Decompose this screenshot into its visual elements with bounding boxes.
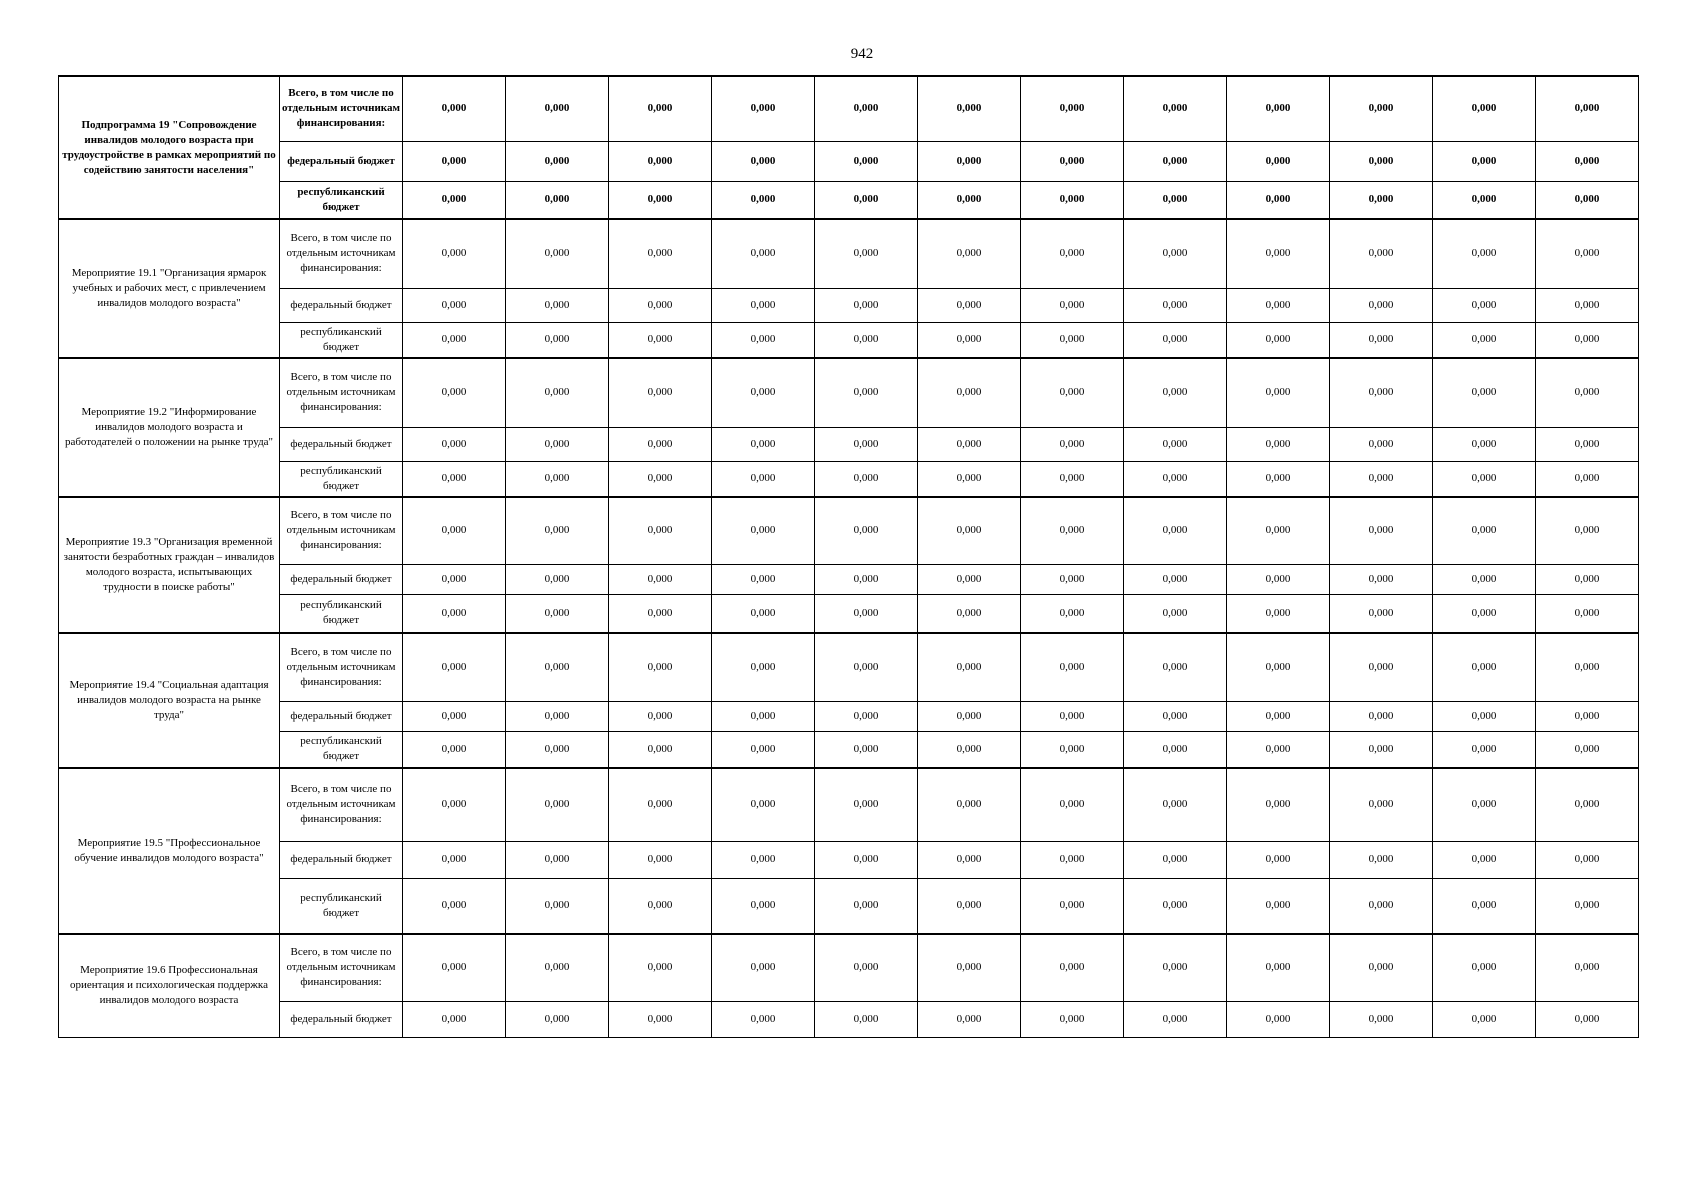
- amount-cell: 0,000: [1124, 181, 1227, 219]
- amount-cell: 0,000: [918, 461, 1021, 497]
- amount-cell: 0,000: [1536, 768, 1639, 841]
- amount-cell: 0,000: [609, 181, 712, 219]
- amount-cell: 0,000: [1227, 594, 1330, 633]
- amount-cell: 0,000: [609, 564, 712, 594]
- amount-cell: 0,000: [1330, 181, 1433, 219]
- amount-cell: 0,000: [609, 878, 712, 934]
- amount-cell: 0,000: [403, 594, 506, 633]
- amount-cell: 0,000: [1021, 497, 1124, 564]
- amount-cell: 0,000: [506, 768, 609, 841]
- amount-cell: 0,000: [609, 594, 712, 633]
- amount-cell: 0,000: [918, 427, 1021, 461]
- amount-cell: 0,000: [1124, 427, 1227, 461]
- amount-cell: 0,000: [1227, 731, 1330, 768]
- amount-cell: 0,000: [1433, 701, 1536, 731]
- table-row: [59, 564, 1639, 594]
- amount-cell: 0,000: [1330, 141, 1433, 181]
- amount-cell: 0,000: [1227, 564, 1330, 594]
- amount-cell: 0,000: [918, 701, 1021, 731]
- amount-cell: 0,000: [918, 322, 1021, 358]
- amount-cell: 0,000: [403, 768, 506, 841]
- amount-cell: 0,000: [815, 701, 918, 731]
- amount-cell: 0,000: [1227, 841, 1330, 878]
- amount-cell: 0,000: [815, 76, 918, 141]
- table-row: [59, 358, 1639, 427]
- amount-cell: 0,000: [1330, 878, 1433, 934]
- funding-source-label: Всего, в том числе по отдельным источникам финансирования:: [280, 358, 403, 427]
- amount-cell: 0,000: [1021, 181, 1124, 219]
- amount-cell: 0,000: [1536, 701, 1639, 731]
- amount-cell: 0,000: [1227, 288, 1330, 322]
- amount-cell: 0,000: [1124, 76, 1227, 141]
- amount-cell: 0,000: [815, 461, 918, 497]
- amount-cell: 0,000: [815, 358, 918, 427]
- amount-cell: 0,000: [1124, 934, 1227, 1001]
- amount-cell: 0,000: [712, 461, 815, 497]
- amount-cell: 0,000: [403, 219, 506, 288]
- amount-cell: 0,000: [506, 633, 609, 701]
- amount-cell: 0,000: [1330, 322, 1433, 358]
- amount-cell: 0,000: [1536, 181, 1639, 219]
- amount-cell: 0,000: [1330, 768, 1433, 841]
- amount-cell: 0,000: [712, 701, 815, 731]
- amount-cell: 0,000: [1021, 288, 1124, 322]
- amount-cell: 0,000: [1536, 358, 1639, 427]
- amount-cell: 0,000: [1227, 1001, 1330, 1037]
- amount-cell: 0,000: [815, 219, 918, 288]
- amount-cell: 0,000: [918, 358, 1021, 427]
- amount-cell: 0,000: [403, 497, 506, 564]
- amount-cell: 0,000: [815, 181, 918, 219]
- funding-source-label: федеральный бюджет: [280, 1001, 403, 1037]
- table-group: [59, 768, 1639, 934]
- amount-cell: 0,000: [1536, 594, 1639, 633]
- amount-cell: 0,000: [1330, 461, 1433, 497]
- amount-cell: 0,000: [1124, 768, 1227, 841]
- amount-cell: 0,000: [403, 701, 506, 731]
- amount-cell: 0,000: [712, 322, 815, 358]
- amount-cell: 0,000: [403, 76, 506, 141]
- amount-cell: 0,000: [1330, 934, 1433, 1001]
- amount-cell: 0,000: [712, 358, 815, 427]
- amount-cell: 0,000: [403, 633, 506, 701]
- amount-cell: 0,000: [1124, 701, 1227, 731]
- amount-cell: 0,000: [815, 427, 918, 461]
- amount-cell: 0,000: [918, 934, 1021, 1001]
- amount-cell: 0,000: [609, 701, 712, 731]
- amount-cell: 0,000: [403, 878, 506, 934]
- amount-cell: 0,000: [1433, 934, 1536, 1001]
- amount-cell: 0,000: [506, 497, 609, 564]
- amount-cell: 0,000: [1536, 934, 1639, 1001]
- amount-cell: 0,000: [403, 427, 506, 461]
- amount-cell: 0,000: [609, 934, 712, 1001]
- amount-cell: 0,000: [1021, 768, 1124, 841]
- amount-cell: 0,000: [1021, 594, 1124, 633]
- table-row: [59, 497, 1639, 564]
- funding-source-label: федеральный бюджет: [280, 288, 403, 322]
- amount-cell: 0,000: [1124, 358, 1227, 427]
- amount-cell: 0,000: [1433, 322, 1536, 358]
- amount-cell: 0,000: [815, 564, 918, 594]
- amount-cell: 0,000: [1124, 1001, 1227, 1037]
- amount-cell: 0,000: [403, 841, 506, 878]
- amount-cell: 0,000: [1330, 564, 1433, 594]
- amount-cell: 0,000: [403, 1001, 506, 1037]
- amount-cell: 0,000: [1227, 878, 1330, 934]
- amount-cell: 0,000: [1536, 564, 1639, 594]
- amount-cell: 0,000: [403, 934, 506, 1001]
- amount-cell: 0,000: [1124, 841, 1227, 878]
- amount-cell: 0,000: [1433, 1001, 1536, 1037]
- amount-cell: 0,000: [1021, 141, 1124, 181]
- table-group: [59, 219, 1639, 358]
- funding-source-label: республиканский бюджет: [280, 181, 403, 219]
- measure-title: Мероприятие 19.6 Профессиональная ориентация и психологическая поддержка инвалидов молодого возраста: [59, 934, 280, 1037]
- amount-cell: 0,000: [1433, 564, 1536, 594]
- amount-cell: 0,000: [1433, 594, 1536, 633]
- measure-title: Мероприятие 19.1 "Организация ярмарок учебных и рабочих мест, с привлечением инвалидов молодого возраста": [59, 219, 280, 358]
- amount-cell: 0,000: [506, 841, 609, 878]
- amount-cell: 0,000: [1433, 219, 1536, 288]
- measure-title: Мероприятие 19.5 "Профессиональное обучение инвалидов молодого возраста": [59, 768, 280, 934]
- amount-cell: 0,000: [506, 288, 609, 322]
- funding-source-label: Всего, в том числе по отдельным источникам финансирования:: [280, 497, 403, 564]
- amount-cell: 0,000: [609, 841, 712, 878]
- amount-cell: 0,000: [1124, 322, 1227, 358]
- amount-cell: 0,000: [815, 288, 918, 322]
- funding-source-label: республиканский бюджет: [280, 731, 403, 768]
- amount-cell: 0,000: [918, 141, 1021, 181]
- table-row: [59, 141, 1639, 181]
- amount-cell: 0,000: [1124, 219, 1227, 288]
- amount-cell: 0,000: [1433, 768, 1536, 841]
- table-group: [59, 358, 1639, 497]
- amount-cell: 0,000: [403, 731, 506, 768]
- table-group: [59, 76, 1639, 219]
- amount-cell: 0,000: [1227, 76, 1330, 141]
- amount-cell: 0,000: [815, 878, 918, 934]
- table-row: [59, 633, 1639, 701]
- amount-cell: 0,000: [815, 731, 918, 768]
- subprogram-title: Подпрограмма 19 "Сопровождение инвалидов молодого возраста при трудоустройстве в рамках мероприятий по содействию занятости населения": [59, 76, 280, 219]
- amount-cell: 0,000: [1021, 358, 1124, 427]
- amount-cell: 0,000: [1330, 219, 1433, 288]
- table-row: [59, 594, 1639, 633]
- amount-cell: 0,000: [609, 358, 712, 427]
- amount-cell: 0,000: [609, 461, 712, 497]
- amount-cell: 0,000: [1227, 219, 1330, 288]
- amount-cell: 0,000: [1536, 219, 1639, 288]
- amount-cell: 0,000: [918, 564, 1021, 594]
- table-row: [59, 322, 1639, 358]
- amount-cell: 0,000: [1227, 497, 1330, 564]
- amount-cell: 0,000: [1330, 427, 1433, 461]
- table-row: [59, 731, 1639, 768]
- amount-cell: 0,000: [1021, 322, 1124, 358]
- amount-cell: 0,000: [918, 76, 1021, 141]
- funding-source-label: республиканский бюджет: [280, 878, 403, 934]
- amount-cell: 0,000: [506, 878, 609, 934]
- amount-cell: 0,000: [1330, 288, 1433, 322]
- amount-cell: 0,000: [712, 841, 815, 878]
- amount-cell: 0,000: [506, 1001, 609, 1037]
- funding-source-label: федеральный бюджет: [280, 841, 403, 878]
- page-number: 942: [850, 46, 874, 62]
- amount-cell: 0,000: [1536, 76, 1639, 141]
- amount-cell: 0,000: [506, 594, 609, 633]
- amount-cell: 0,000: [1330, 358, 1433, 427]
- amount-cell: 0,000: [1021, 731, 1124, 768]
- amount-cell: 0,000: [918, 731, 1021, 768]
- amount-cell: 0,000: [815, 934, 918, 1001]
- funding-source-label: федеральный бюджет: [280, 564, 403, 594]
- amount-cell: 0,000: [712, 497, 815, 564]
- amount-cell: 0,000: [1227, 701, 1330, 731]
- funding-source-label: республиканский бюджет: [280, 461, 403, 497]
- amount-cell: 0,000: [918, 594, 1021, 633]
- amount-cell: 0,000: [712, 427, 815, 461]
- table-row: [59, 219, 1639, 288]
- amount-cell: 0,000: [1021, 461, 1124, 497]
- amount-cell: 0,000: [609, 288, 712, 322]
- amount-cell: 0,000: [609, 76, 712, 141]
- amount-cell: 0,000: [1227, 934, 1330, 1001]
- measure-title: Мероприятие 19.3 "Организация временной занятости безработных граждан – инвалидов молодого возраста, испытывающих трудности в поиске работы": [59, 497, 280, 633]
- amount-cell: 0,000: [712, 76, 815, 141]
- amount-cell: 0,000: [506, 141, 609, 181]
- amount-cell: 0,000: [506, 181, 609, 219]
- amount-cell: 0,000: [1433, 181, 1536, 219]
- amount-cell: 0,000: [1433, 76, 1536, 141]
- amount-cell: 0,000: [1021, 219, 1124, 288]
- amount-cell: 0,000: [1124, 497, 1227, 564]
- amount-cell: 0,000: [815, 141, 918, 181]
- amount-cell: 0,000: [403, 181, 506, 219]
- funding-source-label: федеральный бюджет: [280, 701, 403, 731]
- funding-source-label: федеральный бюджет: [280, 141, 403, 181]
- amount-cell: 0,000: [1433, 633, 1536, 701]
- amount-cell: 0,000: [1330, 594, 1433, 633]
- amount-cell: 0,000: [403, 564, 506, 594]
- funding-table: [58, 75, 1639, 1038]
- amount-cell: 0,000: [1227, 322, 1330, 358]
- amount-cell: 0,000: [609, 768, 712, 841]
- table-row: [59, 934, 1639, 1001]
- amount-cell: 0,000: [712, 878, 815, 934]
- amount-cell: 0,000: [506, 322, 609, 358]
- amount-cell: 0,000: [1227, 768, 1330, 841]
- amount-cell: 0,000: [1124, 594, 1227, 633]
- table-row: [59, 701, 1639, 731]
- amount-cell: 0,000: [712, 1001, 815, 1037]
- amount-cell: 0,000: [403, 141, 506, 181]
- amount-cell: 0,000: [609, 497, 712, 564]
- amount-cell: 0,000: [609, 731, 712, 768]
- amount-cell: 0,000: [1124, 564, 1227, 594]
- amount-cell: 0,000: [1124, 731, 1227, 768]
- amount-cell: 0,000: [609, 633, 712, 701]
- amount-cell: 0,000: [1227, 181, 1330, 219]
- table-group: [59, 497, 1639, 633]
- amount-cell: 0,000: [712, 633, 815, 701]
- amount-cell: 0,000: [815, 633, 918, 701]
- amount-cell: 0,000: [918, 1001, 1021, 1037]
- amount-cell: 0,000: [712, 594, 815, 633]
- table-row: [59, 768, 1639, 841]
- amount-cell: 0,000: [1433, 497, 1536, 564]
- amount-cell: 0,000: [1536, 731, 1639, 768]
- amount-cell: 0,000: [1021, 701, 1124, 731]
- amount-cell: 0,000: [815, 768, 918, 841]
- funding-source-label: Всего, в том числе по отдельным источникам финансирования:: [280, 934, 403, 1001]
- amount-cell: 0,000: [609, 219, 712, 288]
- amount-cell: 0,000: [1536, 841, 1639, 878]
- amount-cell: 0,000: [609, 322, 712, 358]
- amount-cell: 0,000: [1433, 358, 1536, 427]
- amount-cell: 0,000: [1536, 141, 1639, 181]
- amount-cell: 0,000: [1536, 497, 1639, 564]
- funding-source-label: Всего, в том числе по отдельным источникам финансирования:: [280, 76, 403, 141]
- amount-cell: 0,000: [1227, 461, 1330, 497]
- amount-cell: 0,000: [918, 768, 1021, 841]
- table-row: [59, 76, 1639, 141]
- amount-cell: 0,000: [1433, 731, 1536, 768]
- amount-cell: 0,000: [1330, 1001, 1433, 1037]
- amount-cell: 0,000: [1536, 322, 1639, 358]
- amount-cell: 0,000: [712, 564, 815, 594]
- amount-cell: 0,000: [1433, 461, 1536, 497]
- amount-cell: 0,000: [815, 322, 918, 358]
- amount-cell: 0,000: [712, 181, 815, 219]
- amount-cell: 0,000: [1536, 427, 1639, 461]
- table-row: [59, 427, 1639, 461]
- amount-cell: 0,000: [712, 768, 815, 841]
- table-row: [59, 1001, 1639, 1037]
- amount-cell: 0,000: [918, 497, 1021, 564]
- amount-cell: 0,000: [506, 427, 609, 461]
- amount-cell: 0,000: [1330, 633, 1433, 701]
- amount-cell: 0,000: [815, 497, 918, 564]
- amount-cell: 0,000: [1536, 1001, 1639, 1037]
- amount-cell: 0,000: [609, 141, 712, 181]
- amount-cell: 0,000: [1227, 633, 1330, 701]
- funding-source-label: республиканский бюджет: [280, 594, 403, 633]
- amount-cell: 0,000: [1433, 841, 1536, 878]
- table-row: [59, 878, 1639, 934]
- amount-cell: 0,000: [1021, 564, 1124, 594]
- amount-cell: 0,000: [1330, 731, 1433, 768]
- amount-cell: 0,000: [712, 934, 815, 1001]
- amount-cell: 0,000: [609, 427, 712, 461]
- amount-cell: 0,000: [1124, 288, 1227, 322]
- amount-cell: 0,000: [403, 358, 506, 427]
- amount-cell: 0,000: [712, 141, 815, 181]
- funding-source-label: республиканский бюджет: [280, 322, 403, 358]
- amount-cell: 0,000: [1536, 633, 1639, 701]
- table-row: [59, 461, 1639, 497]
- amount-cell: 0,000: [1124, 461, 1227, 497]
- amount-cell: 0,000: [1433, 141, 1536, 181]
- amount-cell: 0,000: [918, 878, 1021, 934]
- amount-cell: 0,000: [506, 219, 609, 288]
- amount-cell: 0,000: [1021, 76, 1124, 141]
- table-row: [59, 288, 1639, 322]
- amount-cell: 0,000: [918, 288, 1021, 322]
- funding-source-label: федеральный бюджет: [280, 427, 403, 461]
- amount-cell: 0,000: [1021, 878, 1124, 934]
- amount-cell: 0,000: [1227, 358, 1330, 427]
- amount-cell: 0,000: [1433, 288, 1536, 322]
- amount-cell: 0,000: [1536, 878, 1639, 934]
- amount-cell: 0,000: [1227, 427, 1330, 461]
- amount-cell: 0,000: [1536, 461, 1639, 497]
- amount-cell: 0,000: [1021, 1001, 1124, 1037]
- amount-cell: 0,000: [712, 219, 815, 288]
- amount-cell: 0,000: [1124, 633, 1227, 701]
- amount-cell: 0,000: [918, 633, 1021, 701]
- amount-cell: 0,000: [712, 731, 815, 768]
- amount-cell: 0,000: [815, 1001, 918, 1037]
- measure-title: Мероприятие 19.2 "Информирование инвалидов молодого возраста и работодателей о положении на рынке труда": [59, 358, 280, 497]
- amount-cell: 0,000: [506, 76, 609, 141]
- amount-cell: 0,000: [1330, 76, 1433, 141]
- amount-cell: 0,000: [506, 731, 609, 768]
- amount-cell: 0,000: [403, 288, 506, 322]
- amount-cell: 0,000: [1536, 288, 1639, 322]
- table-row: [59, 841, 1639, 878]
- amount-cell: 0,000: [918, 841, 1021, 878]
- funding-source-label: Всего, в том числе по отдельным источникам финансирования:: [280, 633, 403, 701]
- table-group: [59, 934, 1639, 1037]
- table-row: [59, 181, 1639, 219]
- amount-cell: 0,000: [506, 564, 609, 594]
- amount-cell: 0,000: [1330, 497, 1433, 564]
- amount-cell: 0,000: [1021, 934, 1124, 1001]
- amount-cell: 0,000: [506, 358, 609, 427]
- funding-source-label: Всего, в том числе по отдельным источникам финансирования:: [280, 768, 403, 841]
- amount-cell: 0,000: [815, 594, 918, 633]
- amount-cell: 0,000: [1124, 878, 1227, 934]
- amount-cell: 0,000: [506, 701, 609, 731]
- amount-cell: 0,000: [1227, 141, 1330, 181]
- amount-cell: 0,000: [1433, 427, 1536, 461]
- table-group: [59, 633, 1639, 768]
- amount-cell: 0,000: [506, 461, 609, 497]
- funding-source-label: Всего, в том числе по отдельным источникам финансирования:: [280, 219, 403, 288]
- amount-cell: 0,000: [918, 219, 1021, 288]
- amount-cell: 0,000: [1330, 701, 1433, 731]
- amount-cell: 0,000: [609, 1001, 712, 1037]
- amount-cell: 0,000: [1021, 841, 1124, 878]
- amount-cell: 0,000: [1433, 878, 1536, 934]
- amount-cell: 0,000: [1021, 633, 1124, 701]
- amount-cell: 0,000: [403, 461, 506, 497]
- amount-cell: 0,000: [403, 322, 506, 358]
- amount-cell: 0,000: [918, 181, 1021, 219]
- amount-cell: 0,000: [506, 934, 609, 1001]
- amount-cell: 0,000: [1124, 141, 1227, 181]
- amount-cell: 0,000: [815, 841, 918, 878]
- amount-cell: 0,000: [712, 288, 815, 322]
- measure-title: Мероприятие 19.4 "Социальная адаптация инвалидов молодого возраста на рынке труда": [59, 633, 280, 768]
- amount-cell: 0,000: [1330, 841, 1433, 878]
- amount-cell: 0,000: [1021, 427, 1124, 461]
